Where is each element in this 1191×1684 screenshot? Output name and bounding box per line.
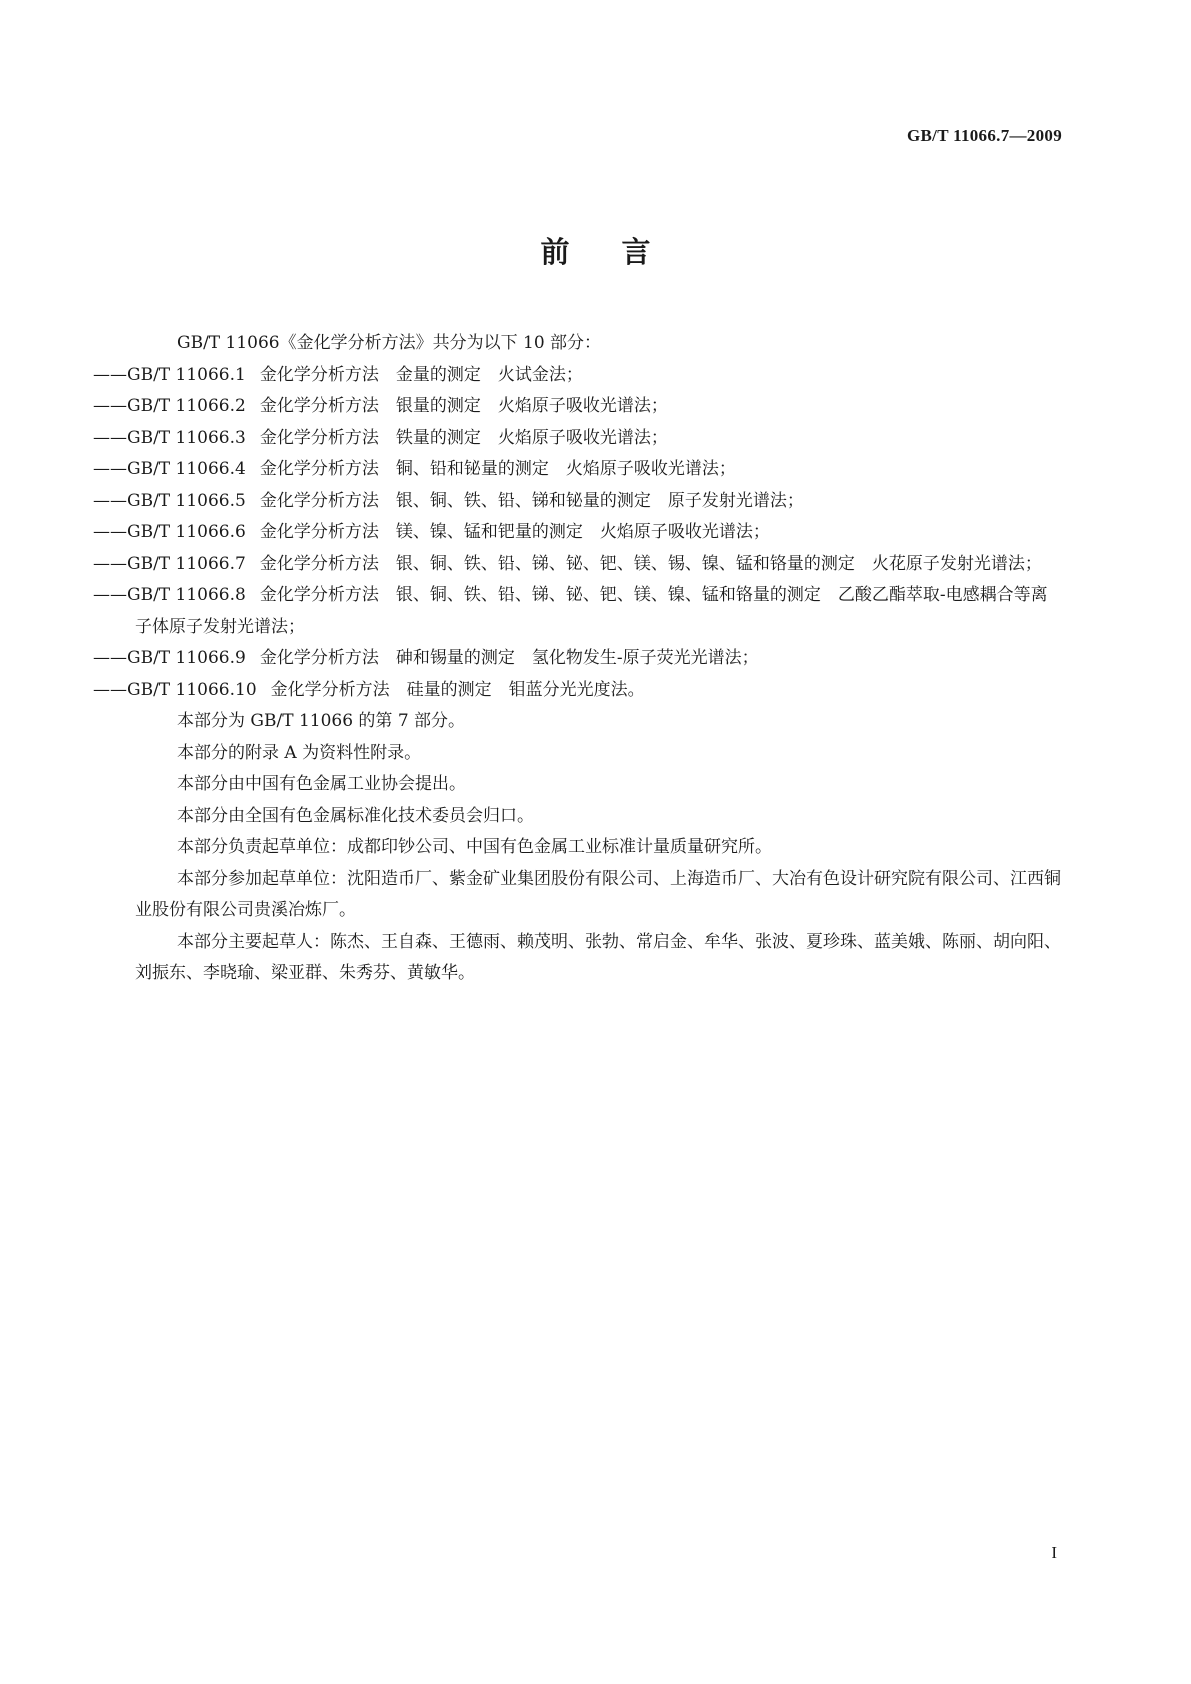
list-item: ——GB/T 11066.3 金化学分析方法 铁量的测定 火焰原子吸收光谱法； — [93, 427, 668, 448]
list-item: ——GB/T 11066.6 金化学分析方法 镁、镍、锰和钯量的测定 火焰原子吸收光谱法； — [93, 522, 770, 542]
participating-unit-paragraph: 本部分参加起草单位：沈阳造币厂、紫金矿业集团股份有限公司、上海造币厂、大冶有色设计研究院有限公司、江西铜业股份有限公司贵溪冶炼厂。 — [135, 868, 1061, 920]
list-item: ——GB/T 11066.7 金化学分析方法 银、铜、铁、铅、锑、铋、钯、镁、锡、镍、锰和铬量的测定 火花原子发射光谱法； — [93, 553, 1042, 574]
standard-code: GB/T 11066.7—2009 — [907, 126, 1062, 145]
list-item: ——GB/T 11066.1 金化学分析方法 金量的测定 火试金法； — [93, 364, 583, 385]
drafters-paragraph: 本部分主要起草人：陈杰、王自森、王德雨、赖茂明、张勃、常启金、牟华、张波、夏珍珠、蓝美娥、陈丽、胡向阳、刘振东、李晓瑜、梁亚群、朱秀芬、黄敏华。 — [135, 931, 1061, 983]
administrator-paragraph: 本部分由全国有色金属标准化技术委员会归口。 — [177, 805, 534, 826]
list-item: ——GB/T 11066.4 金化学分析方法 铜、铅和铋量的测定 火焰原子吸收光谱法； — [93, 459, 736, 479]
list-item: ——GB/T 11066.5 金化学分析方法 银、铜、铁、铅、锑和铋量的测定 原子发射光谱法； — [93, 490, 804, 511]
part-number-paragraph: 本部分为 GB/T 11066 的第 7 部分。 — [177, 711, 466, 731]
list-item: ——GB/T 11066.9 金化学分析方法 砷和锡量的测定 氢化物发生-原子荧光光谱法； — [93, 648, 759, 668]
list-item: ——GB/T 11066.10 金化学分析方法 硅量的测定 钼蓝分光光度法。 — [93, 679, 645, 700]
page-title: 前言 — [540, 235, 703, 269]
intro-paragraph: GB/T 11066《金化学分析方法》共分为以下 10 部分： — [177, 333, 602, 353]
list-item: ——GB/T 11066.8 金化学分析方法 银、铜、铁、铅、锑、铋、钯、镁、镍、锰和铬量的测定 乙酸乙酯萃取-电感耦合等离子体原子发射光谱法； — [93, 585, 1048, 637]
page-number: I — [1051, 1543, 1057, 1562]
proposer-paragraph: 本部分由中国有色金属工业协会提出。 — [177, 774, 466, 794]
foreword-body — [93, 328, 1061, 990]
list-item: ——GB/T 11066.2 金化学分析方法 银量的测定 火焰原子吸收光谱法； — [93, 396, 668, 416]
parts-list — [93, 360, 1061, 707]
drafting-unit-paragraph: 本部分负责起草单位：成都印钞公司、中国有色金属工业标准计量质量研究所。 — [177, 837, 772, 857]
appendix-paragraph: 本部分的附录 A 为资料性附录。 — [177, 742, 422, 763]
